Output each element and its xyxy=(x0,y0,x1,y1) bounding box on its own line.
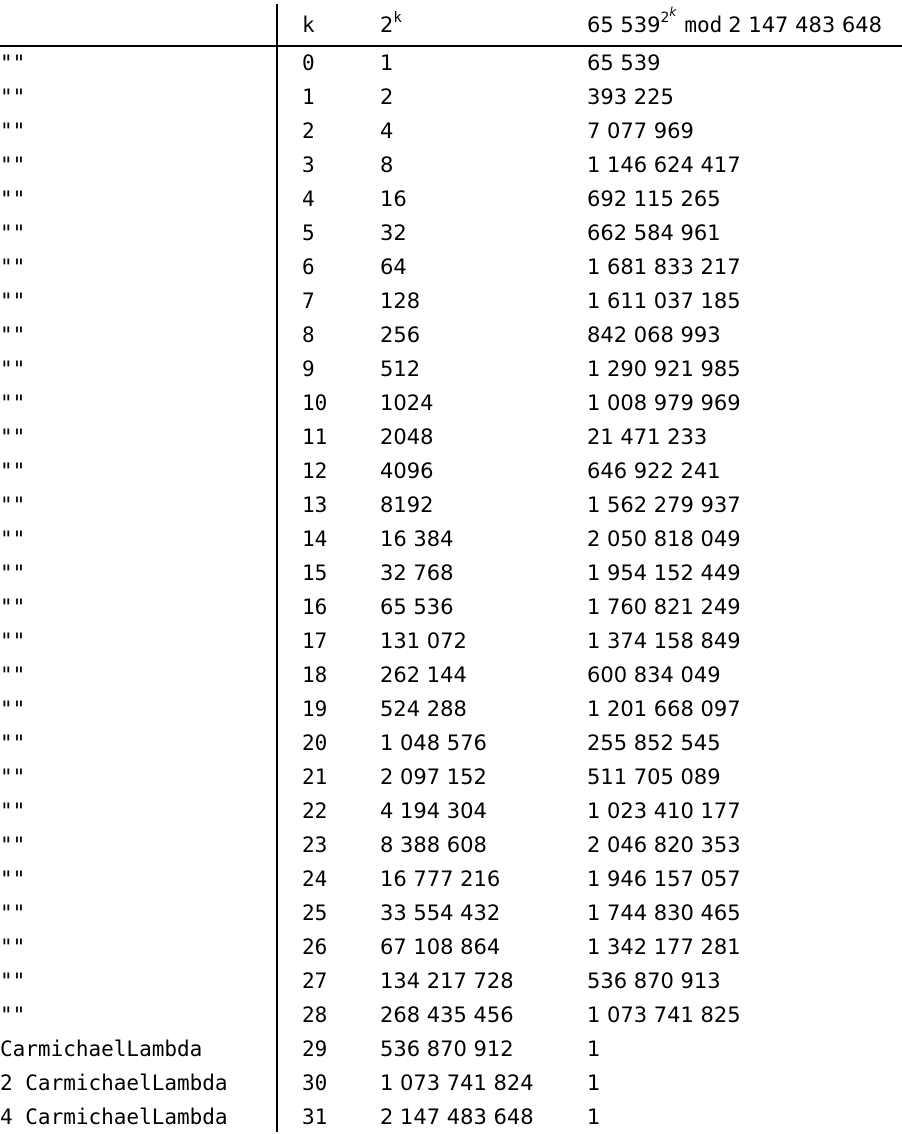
row-k: 19 xyxy=(302,697,328,721)
row-label: "" xyxy=(0,493,26,517)
row-power: 4 xyxy=(380,119,394,143)
row-power: 128 xyxy=(380,289,421,313)
row-label: "" xyxy=(0,731,26,755)
row-k: 11 xyxy=(302,425,328,449)
row-k: 27 xyxy=(302,969,328,993)
row-k: 16 xyxy=(302,595,328,619)
row-label: "" xyxy=(0,255,26,279)
row-k: 12 xyxy=(302,459,328,483)
row-k: 17 xyxy=(302,629,328,653)
row-power: 16 384 xyxy=(380,527,454,551)
row-power: 2 147 483 648 xyxy=(380,1105,534,1129)
row-k: 0 xyxy=(302,51,315,75)
row-power: 16 777 216 xyxy=(380,867,501,891)
row-power: 32 xyxy=(380,221,407,245)
header-power-base: 2 xyxy=(380,13,394,37)
row-power: 536 870 912 xyxy=(380,1037,514,1061)
row-k: 15 xyxy=(302,561,328,585)
row-label: "" xyxy=(0,595,26,619)
row-k: 8 xyxy=(302,323,315,347)
row-k: 25 xyxy=(302,901,328,925)
row-label: "" xyxy=(0,119,26,143)
row-power: 1024 xyxy=(380,391,434,415)
row-result: 1 744 830 465 xyxy=(587,901,741,925)
row-k: 5 xyxy=(302,221,315,245)
row-result: 1 xyxy=(587,1037,601,1061)
row-result: 65 539 xyxy=(587,51,661,75)
row-power: 33 554 432 xyxy=(380,901,501,925)
row-label: "" xyxy=(0,527,26,551)
row-k: 31 xyxy=(302,1105,328,1129)
row-result: 255 852 545 xyxy=(587,731,721,755)
row-result: 600 834 049 xyxy=(587,663,721,687)
row-power: 65 536 xyxy=(380,595,454,619)
row-k: 10 xyxy=(302,391,328,415)
row-label: "" xyxy=(0,289,26,313)
row-k: 29 xyxy=(302,1037,328,1061)
row-k: 7 xyxy=(302,289,315,313)
header-result-modulus: 2 147 483 648 xyxy=(728,13,882,37)
row-k: 2 xyxy=(302,119,315,143)
row-result: 1 562 279 937 xyxy=(587,493,741,517)
row-power: 1 xyxy=(380,51,394,75)
row-power: 2048 xyxy=(380,425,434,449)
row-result: 1 290 921 985 xyxy=(587,357,741,381)
row-label: CarmichaelLambda xyxy=(0,1037,203,1061)
row-k: 28 xyxy=(302,1003,328,1027)
row-k: 24 xyxy=(302,867,328,891)
row-power: 8192 xyxy=(380,493,434,517)
row-power: 256 xyxy=(380,323,421,347)
row-result: 1 146 624 417 xyxy=(587,153,741,177)
row-power: 268 435 456 xyxy=(380,1003,514,1027)
header-result-exp-base: 2 xyxy=(660,10,670,26)
row-power: 134 217 728 xyxy=(380,969,514,993)
row-k: 4 xyxy=(302,187,315,211)
row-result: 646 922 241 xyxy=(587,459,721,483)
row-label: "" xyxy=(0,969,26,993)
row-k: 14 xyxy=(302,527,328,551)
row-power: 1 073 741 824 xyxy=(380,1071,534,1095)
row-label: "" xyxy=(0,561,26,585)
row-result: 1 xyxy=(587,1071,601,1095)
row-result: 2 050 818 049 xyxy=(587,527,741,551)
row-result: 662 584 961 xyxy=(587,221,721,245)
row-k: 30 xyxy=(302,1071,328,1095)
row-result: 1 760 821 249 xyxy=(587,595,741,619)
row-power: 8 xyxy=(380,153,394,177)
row-label: "" xyxy=(0,85,26,109)
row-label: "" xyxy=(0,323,26,347)
header-result-mod: mod xyxy=(684,13,723,37)
row-power: 4096 xyxy=(380,459,434,483)
row-result: 1 954 152 449 xyxy=(587,561,741,585)
row-k: 13 xyxy=(302,493,328,517)
row-k: 1 xyxy=(302,85,315,109)
row-power: 16 xyxy=(380,187,407,211)
row-result: 1 342 177 281 xyxy=(587,935,741,959)
row-k: 9 xyxy=(302,357,315,381)
row-power: 2 xyxy=(380,85,394,109)
row-k: 26 xyxy=(302,935,328,959)
row-k: 3 xyxy=(302,153,315,177)
row-result: 536 870 913 xyxy=(587,969,721,993)
row-label: 2 CarmichaelLambda xyxy=(0,1071,228,1095)
row-label: "" xyxy=(0,765,26,789)
row-label: "" xyxy=(0,697,26,721)
header-power xyxy=(380,4,402,46)
row-power: 4 194 304 xyxy=(380,799,487,823)
row-result: 511 705 089 xyxy=(587,765,721,789)
row-power: 131 072 xyxy=(380,629,467,653)
row-label: 4 CarmichaelLambda xyxy=(0,1105,228,1129)
row-label: "" xyxy=(0,221,26,245)
row-label: "" xyxy=(0,833,26,857)
header-k: k xyxy=(302,13,315,37)
row-k: 20 xyxy=(302,731,328,755)
row-power: 2 097 152 xyxy=(380,765,487,789)
row-label: "" xyxy=(0,51,26,75)
row-power: 262 144 xyxy=(380,663,467,687)
row-result: 1 023 410 177 xyxy=(587,799,741,823)
header-result-base: 65 539 xyxy=(587,13,661,37)
row-label: "" xyxy=(0,867,26,891)
row-result: 2 046 820 353 xyxy=(587,833,741,857)
row-label: "" xyxy=(0,459,26,483)
row-result: 842 068 993 xyxy=(587,323,721,347)
row-label: "" xyxy=(0,629,26,653)
header-result-exp-exp: k xyxy=(669,5,677,19)
row-result: 393 225 xyxy=(587,85,674,109)
row-label: "" xyxy=(0,187,26,211)
row-power: 64 xyxy=(380,255,407,279)
row-k: 22 xyxy=(302,799,328,823)
row-result: 1 201 668 097 xyxy=(587,697,741,721)
row-label: "" xyxy=(0,425,26,449)
row-result: 692 115 265 xyxy=(587,187,721,211)
row-label: "" xyxy=(0,935,26,959)
row-label: "" xyxy=(0,663,26,687)
row-result: 1 008 979 969 xyxy=(587,391,741,415)
header-power-exponent: k xyxy=(393,10,402,26)
row-label: "" xyxy=(0,901,26,925)
row-result: 1 611 037 185 xyxy=(587,289,741,313)
row-label: "" xyxy=(0,1003,26,1027)
row-label: "" xyxy=(0,391,26,415)
row-result: 1 946 157 057 xyxy=(587,867,741,891)
column-divider xyxy=(276,4,278,1132)
row-result: 1 xyxy=(587,1105,601,1129)
header-result xyxy=(587,4,882,46)
row-result: 21 471 233 xyxy=(587,425,708,449)
row-power: 512 xyxy=(380,357,421,381)
row-k: 6 xyxy=(302,255,315,279)
row-k: 18 xyxy=(302,663,328,687)
row-result: 1 681 833 217 xyxy=(587,255,741,279)
row-power: 32 768 xyxy=(380,561,454,585)
row-label: "" xyxy=(0,799,26,823)
row-label: "" xyxy=(0,357,26,381)
row-power: 67 108 864 xyxy=(380,935,501,959)
row-label: "" xyxy=(0,153,26,177)
row-result: 1 374 158 849 xyxy=(587,629,741,653)
row-k: 21 xyxy=(302,765,328,789)
row-power: 8 388 608 xyxy=(380,833,487,857)
row-k: 23 xyxy=(302,833,328,857)
row-power: 1 048 576 xyxy=(380,731,487,755)
row-power: 524 288 xyxy=(380,697,467,721)
row-result: 7 077 969 xyxy=(587,119,694,143)
row-result: 1 073 741 825 xyxy=(587,1003,741,1027)
